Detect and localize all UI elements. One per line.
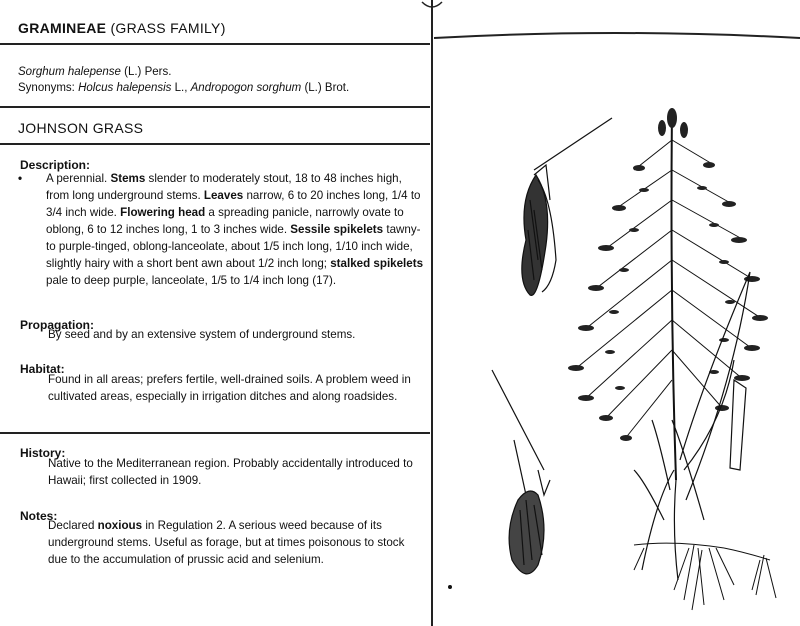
desc-bold-stems: Stems bbox=[110, 172, 146, 185]
roots-icon bbox=[634, 543, 776, 610]
leaves-icon bbox=[634, 272, 750, 580]
species-name: Sorghum halepense bbox=[18, 66, 121, 78]
desc-text-1: A perennial. bbox=[46, 172, 108, 185]
notes-body bbox=[48, 517, 423, 568]
bullet-icon: • bbox=[18, 172, 23, 185]
synonyms-line bbox=[18, 80, 349, 96]
habitat-heading: Habitat: bbox=[20, 362, 65, 376]
synonym-1: Holcus halepensis bbox=[78, 82, 172, 94]
desc-bold-stalked-spikelets: stalked spikelets bbox=[330, 257, 424, 270]
stalked-spikelet-detail-icon bbox=[492, 370, 550, 574]
history-body: Native to the Mediterranean region. Probably accidentally introduced to Hawaii; first collected in 1909. bbox=[48, 457, 413, 487]
description-body bbox=[18, 170, 427, 289]
desc-bold-flowering-head: Flowering head bbox=[120, 206, 206, 219]
desc-text-6: pale to deep purple, lanceolate, 1/5 to 1/4 inch long (17). bbox=[46, 274, 337, 287]
johnson-grass-illustration-icon bbox=[434, 0, 800, 626]
ink-dot-icon bbox=[448, 585, 452, 589]
panicle-icon bbox=[574, 110, 764, 480]
right-page bbox=[434, 0, 800, 626]
notes-heading: Notes: bbox=[20, 509, 58, 523]
desc-text-3: narrow, 6 to 20 inches long, 1/4 to 3/4 inch wide. bbox=[46, 189, 421, 219]
notes-text-1: Declared bbox=[48, 519, 95, 532]
synonym-2: Andropogon sorghum bbox=[190, 82, 302, 94]
propagation-body: By seed and by an extensive system of underground stems. bbox=[48, 328, 356, 341]
desc-text-5: tawny- to purple-tinged, oblong-lanceolate, about 1/5 inch long, 1/10 inch wide, slightly hairy with a short bent awn about 1/2 inch long; bbox=[46, 223, 421, 270]
book-spine bbox=[431, 0, 433, 626]
desc-bold-sessile-spikelets: Sessile spikelets bbox=[290, 223, 384, 236]
common-name-heading: JOHNSON GRASS bbox=[18, 120, 144, 136]
synonym-2-authority: (L.) Brot. bbox=[304, 82, 350, 94]
panicle-spikelets-icon bbox=[568, 108, 768, 441]
notes-bold-noxious: noxious bbox=[97, 519, 143, 532]
family-title bbox=[18, 20, 226, 36]
divider-name-top bbox=[0, 106, 430, 108]
history-heading: History: bbox=[20, 446, 66, 460]
propagation-heading: Propagation: bbox=[20, 318, 94, 332]
synonym-1-authority: L., bbox=[174, 82, 188, 94]
sessile-spikelet-detail-icon bbox=[522, 118, 612, 295]
description-heading: Description: bbox=[20, 158, 91, 172]
synonyms-label: Synonyms: bbox=[18, 82, 75, 94]
scientific-name-line bbox=[18, 64, 171, 80]
notes-text-2: in Regulation 2. A serious weed because of its underground stems. Useful as forage, but at times poisonous to stock due to the accumulation of prussic acid and selenium. bbox=[48, 519, 405, 566]
desc-text-4: a spreading panicle, narrowly ovate to oblong, 6 to 12 inches long, 1 to 3 inches wide. bbox=[46, 206, 404, 236]
desc-bold-leaves: Leaves bbox=[203, 189, 244, 202]
family-common-name: (GRASS FAMILY) bbox=[110, 20, 226, 36]
habitat-body: Found in all areas; prefers fertile, well-drained soils. A problem weed in cultivated areas, especially in irrigation ditches and along roadsides. bbox=[48, 373, 411, 403]
family-name: GRAMINEAE bbox=[18, 20, 107, 36]
divider-history bbox=[0, 432, 430, 434]
divider-name-bottom bbox=[0, 143, 430, 145]
divider-top bbox=[0, 43, 430, 45]
desc-text-2: slender to moderately stout, 18 to 48 inches high, from long underground stems. bbox=[46, 172, 402, 202]
species-authority: (L.) Pers. bbox=[124, 66, 172, 78]
